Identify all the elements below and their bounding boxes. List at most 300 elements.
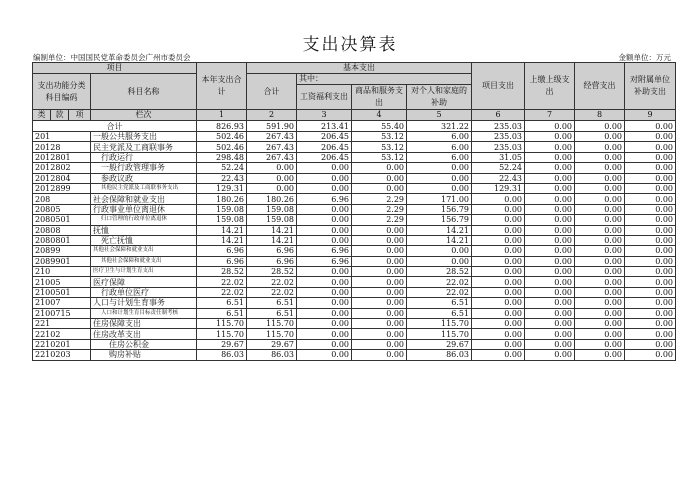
row-value: 6.96 — [247, 256, 297, 266]
row-value: 0.00 — [297, 183, 352, 193]
row-value: 28.52 — [247, 267, 297, 277]
row-value: 0.00 — [352, 246, 407, 256]
row-value: 0.00 — [352, 339, 407, 349]
row-value: 0.00 — [575, 235, 625, 245]
row-value: 6.96 — [297, 194, 352, 204]
row-value: 0.00 — [297, 173, 352, 183]
header-wage: 工资福利支出 — [297, 85, 352, 110]
row-value: 0.00 — [525, 204, 575, 214]
row-value: 115.70 — [407, 319, 472, 329]
row-value: 0.00 — [297, 215, 352, 225]
row-value: 0.00 — [525, 298, 575, 308]
row-value: 0.00 — [575, 246, 625, 256]
row-value: 267.43 — [247, 152, 297, 162]
row-value: 0.00 — [297, 329, 352, 339]
row-value: 6.00 — [407, 142, 472, 152]
total-cell: 213.41 — [297, 121, 352, 132]
total-cell: 0.00 — [525, 121, 575, 132]
row-value: 0.00 — [575, 142, 625, 152]
row-value: 0.00 — [625, 235, 676, 245]
table-row — [33, 287, 676, 297]
row-subject-name: 人口和计划生育目标责任制考核 — [91, 308, 197, 318]
row-code: 20899 — [33, 246, 91, 256]
row-code: 21005 — [33, 277, 91, 287]
row-value: 129.31 — [197, 183, 247, 193]
row-value: 28.52 — [197, 267, 247, 277]
row-value: 0.00 — [525, 329, 575, 339]
total-cell: 0.00 — [575, 121, 625, 132]
row-value: 0.00 — [472, 287, 525, 297]
row-value: 53.12 — [352, 132, 407, 142]
row-value: 0.00 — [472, 194, 525, 204]
row-value: 6.96 — [297, 246, 352, 256]
row-value: 115.70 — [407, 329, 472, 339]
header-basic: 基本支出 — [247, 63, 472, 74]
table-row — [33, 173, 676, 183]
header-project: 项目 — [33, 63, 197, 74]
row-value: 0.00 — [525, 173, 575, 183]
row-value: 0.00 — [472, 339, 525, 349]
row-value: 115.70 — [247, 329, 297, 339]
table-row — [33, 142, 676, 152]
row-value: 115.70 — [247, 319, 297, 329]
table-body — [33, 132, 676, 361]
row-value: 0.00 — [297, 163, 352, 173]
row-value: 0.00 — [575, 152, 625, 162]
row-value: 0.00 — [297, 339, 352, 349]
header-subsidy: 对附属单位补助支出 — [625, 63, 676, 110]
row-value: 0.00 — [575, 215, 625, 225]
row-value: 2.29 — [352, 215, 407, 225]
row-subject-name: 购房补贴 — [91, 350, 197, 360]
row-value: 0.00 — [525, 142, 575, 152]
row-value: 6.51 — [247, 298, 297, 308]
row-value: 22.02 — [197, 287, 247, 297]
row-subject-name: 一般公共服务支出 — [91, 132, 197, 142]
row-value: 0.00 — [472, 298, 525, 308]
row-code: 2012804 — [33, 173, 91, 183]
table-row — [33, 225, 676, 235]
row-value: 0.00 — [297, 298, 352, 308]
row-value: 22.43 — [472, 173, 525, 183]
row-value: 0.00 — [625, 298, 676, 308]
row-value: 0.00 — [297, 287, 352, 297]
header-operation: 经营支出 — [575, 63, 625, 110]
row-value: 0.00 — [525, 163, 575, 173]
row-value: 0.00 — [525, 183, 575, 193]
row-subject-name: 参政议政 — [91, 173, 197, 183]
row-code: 2210203 — [33, 350, 91, 360]
row-code: 208 — [33, 194, 91, 204]
row-value: 0.00 — [525, 152, 575, 162]
row-subject-name: 归口管理的行政单位离退休 — [91, 215, 197, 225]
row-value: 0.00 — [525, 256, 575, 266]
row-code: 2012802 — [33, 163, 91, 173]
col-number: 9 — [625, 110, 676, 121]
total-cell: 235.03 — [472, 121, 525, 132]
header-annual-total: 本年支出合计 — [197, 63, 247, 110]
total-cell: 321.22 — [407, 121, 472, 132]
row-value: 0.00 — [625, 173, 676, 183]
header-func-class: 支出功能分类 科目编码 — [33, 74, 91, 110]
row-value: 0.00 — [575, 267, 625, 277]
row-value: 0.00 — [625, 204, 676, 214]
table-row — [33, 235, 676, 245]
row-value: 0.00 — [625, 246, 676, 256]
row-value: 0.00 — [352, 308, 407, 318]
row-value: 0.00 — [625, 132, 676, 142]
row-value: 0.00 — [525, 339, 575, 349]
row-subject-name: 医疗保障 — [91, 277, 197, 287]
header-personal: 对个人和家庭的补助 — [407, 85, 472, 110]
row-value: 0.00 — [297, 319, 352, 329]
row-value: 129.31 — [472, 183, 525, 193]
row-value: 206.45 — [297, 142, 352, 152]
row-value: 52.24 — [197, 163, 247, 173]
row-value: 206.45 — [297, 132, 352, 142]
row-value: 0.00 — [247, 163, 297, 173]
table-row — [33, 183, 676, 193]
row-code: 2100715 — [33, 308, 91, 318]
row-value: 159.08 — [247, 215, 297, 225]
row-value: 0.00 — [407, 183, 472, 193]
row-value: 0.00 — [575, 339, 625, 349]
row-value: 22.02 — [247, 277, 297, 287]
row-value: 115.70 — [197, 319, 247, 329]
row-value: 0.00 — [352, 277, 407, 287]
row-value: 0.00 — [575, 183, 625, 193]
total-cell: 826.93 — [197, 121, 247, 132]
row-subject-name: 一般行政管理事务 — [91, 163, 197, 173]
table-row — [33, 215, 676, 225]
row-value: 0.00 — [575, 256, 625, 266]
row-value: 0.00 — [525, 132, 575, 142]
row-value: 14.21 — [407, 225, 472, 235]
total-cell: 55.40 — [352, 121, 407, 132]
row-value: 22.02 — [407, 287, 472, 297]
row-value: 180.26 — [247, 194, 297, 204]
row-value: 159.08 — [197, 215, 247, 225]
row-subject-name: 抚恤 — [91, 225, 197, 235]
table-row — [33, 308, 676, 318]
row-value: 0.00 — [575, 173, 625, 183]
row-value: 0.00 — [625, 339, 676, 349]
table-row — [33, 152, 676, 162]
row-value: 235.03 — [472, 142, 525, 152]
row-value: 0.00 — [625, 277, 676, 287]
row-value: 28.52 — [407, 267, 472, 277]
row-code: 2012801 — [33, 152, 91, 162]
header-subject-name: 科目名称 — [91, 74, 197, 110]
row-code: 2100501 — [33, 287, 91, 297]
row-code: 22102 — [33, 329, 91, 339]
row-value: 0.00 — [407, 246, 472, 256]
row-value: 0.00 — [625, 163, 676, 173]
row-value: 0.00 — [472, 225, 525, 235]
row-value: 2.29 — [352, 194, 407, 204]
row-value: 171.00 — [407, 194, 472, 204]
total-cell: 0.00 — [625, 121, 676, 132]
col-number: 5 — [407, 110, 472, 121]
row-value: 0.00 — [575, 277, 625, 287]
row-value: 0.00 — [472, 350, 525, 360]
row-value: 29.67 — [407, 339, 472, 349]
row-value: 115.70 — [197, 329, 247, 339]
row-value: 0.00 — [352, 267, 407, 277]
row-value: 0.00 — [247, 183, 297, 193]
row-value: 0.00 — [407, 163, 472, 173]
row-value: 0.00 — [247, 173, 297, 183]
row-value: 0.00 — [472, 256, 525, 266]
compiling-unit: 编制单位：中国国民党革命委员会广州市委员会 — [33, 53, 191, 62]
row-subject-name: 医疗卫生与计划生育支出 — [91, 267, 197, 277]
row-value: 0.00 — [297, 235, 352, 245]
row-subject-name: 死亡抚恤 — [91, 235, 197, 245]
row-value: 0.00 — [625, 142, 676, 152]
row-value: 0.00 — [625, 319, 676, 329]
row-subject-name: 行政事业单位离退休 — [91, 204, 197, 214]
row-subject-name: 其他社会保障和就业支出 — [91, 256, 197, 266]
row-value: 0.00 — [297, 204, 352, 214]
row-value: 0.00 — [297, 308, 352, 318]
row-value: 0.00 — [472, 319, 525, 329]
row-value: 0.00 — [625, 152, 676, 162]
row-value: 53.12 — [352, 142, 407, 152]
row-value: 22.02 — [407, 277, 472, 287]
row-subject-name: 住房改革支出 — [91, 329, 197, 339]
row-value: 0.00 — [472, 246, 525, 256]
row-code: 20808 — [33, 225, 91, 235]
row-value: 0.00 — [575, 225, 625, 235]
row-value: 159.08 — [197, 204, 247, 214]
row-value: 0.00 — [297, 350, 352, 360]
page-title: 支出决算表 — [302, 35, 398, 55]
row-value: 0.00 — [625, 225, 676, 235]
row-value: 0.00 — [625, 215, 676, 225]
row-value: 0.00 — [352, 287, 407, 297]
row-value: 0.00 — [575, 329, 625, 339]
row-code: 2089901 — [33, 256, 91, 266]
row-value: 0.00 — [625, 308, 676, 318]
row-value: 0.00 — [575, 350, 625, 360]
row-value: 0.00 — [625, 194, 676, 204]
row-value: 156.79 — [407, 215, 472, 225]
header-kuan: 款 — [51, 110, 69, 121]
row-value: 0.00 — [575, 204, 625, 214]
row-subject-name: 住房保障支出 — [91, 319, 197, 329]
row-value: 180.26 — [197, 194, 247, 204]
row-code: 210 — [33, 267, 91, 277]
row-value: 0.00 — [625, 287, 676, 297]
row-value: 14.21 — [247, 235, 297, 245]
row-subject-name: 行政运行 — [91, 152, 197, 162]
row-subject-name: 社会保障和就业支出 — [91, 194, 197, 204]
row-value: 0.00 — [472, 329, 525, 339]
row-value: 53.12 — [352, 152, 407, 162]
row-value: 31.05 — [472, 152, 525, 162]
row-value: 0.00 — [407, 173, 472, 183]
header-project-exp: 项目支出 — [472, 63, 525, 110]
table-row — [33, 329, 676, 339]
row-value: 0.00 — [525, 194, 575, 204]
row-value: 0.00 — [525, 246, 575, 256]
row-value: 0.00 — [352, 350, 407, 360]
row-code: 2012899 — [33, 183, 91, 193]
header-goods: 商品和服务支出 — [352, 85, 407, 110]
row-value: 6.00 — [407, 152, 472, 162]
table-row — [33, 204, 676, 214]
row-value: 6.96 — [197, 246, 247, 256]
total-cell: 591.90 — [247, 121, 297, 132]
row-code: 2080501 — [33, 215, 91, 225]
row-value: 0.00 — [575, 194, 625, 204]
col-number: 7 — [525, 110, 575, 121]
row-value: 6.51 — [197, 308, 247, 318]
row-subject-name: 住房公积金 — [91, 339, 197, 349]
row-value: 14.21 — [407, 235, 472, 245]
row-value: 6.96 — [297, 256, 352, 266]
row-value: 6.00 — [407, 132, 472, 142]
row-value: 29.67 — [197, 339, 247, 349]
row-value: 0.00 — [352, 298, 407, 308]
row-value: 0.00 — [575, 319, 625, 329]
table-row — [33, 256, 676, 266]
row-value: 0.00 — [352, 163, 407, 173]
row-value: 0.00 — [352, 173, 407, 183]
row-value: 6.96 — [197, 256, 247, 266]
col-number: 6 — [472, 110, 525, 121]
row-value: 0.00 — [525, 225, 575, 235]
header-upper: 上缴上级支出 — [525, 63, 575, 110]
row-value: 0.00 — [625, 267, 676, 277]
row-value: 0.00 — [472, 267, 525, 277]
row-value: 0.00 — [297, 277, 352, 287]
total-row-label: 合计 — [33, 121, 197, 132]
table-row — [33, 246, 676, 256]
table-row — [33, 319, 676, 329]
row-value: 0.00 — [525, 287, 575, 297]
amount-unit: 金额单位：万元 — [618, 53, 671, 62]
row-value: 0.00 — [297, 267, 352, 277]
row-value: 0.00 — [525, 277, 575, 287]
row-code: 2210201 — [33, 339, 91, 349]
row-value: 159.08 — [247, 204, 297, 214]
row-code: 20805 — [33, 204, 91, 214]
row-value: 29.67 — [247, 339, 297, 349]
row-subject-name: 民主党派及工商联事务 — [91, 142, 197, 152]
row-value: 235.03 — [472, 132, 525, 142]
row-value: 0.00 — [352, 225, 407, 235]
row-value: 14.21 — [197, 235, 247, 245]
col-number: 3 — [297, 110, 352, 121]
row-value: 22.43 — [197, 173, 247, 183]
row-value: 86.03 — [247, 350, 297, 360]
row-value: 0.00 — [352, 183, 407, 193]
row-value: 206.45 — [297, 152, 352, 162]
row-value: 0.00 — [352, 329, 407, 339]
table-row — [33, 298, 676, 308]
row-value: 0.00 — [472, 204, 525, 214]
header-xiang: 项 — [69, 110, 91, 121]
header-basic-total: 合计 — [247, 74, 297, 110]
row-value: 14.21 — [197, 225, 247, 235]
row-value: 156.79 — [407, 204, 472, 214]
table-row — [33, 277, 676, 287]
row-value: 0.00 — [525, 308, 575, 318]
row-value: 267.43 — [247, 132, 297, 142]
header-of-which: 其中： — [297, 74, 472, 85]
row-value: 6.51 — [247, 308, 297, 318]
col-number: 4 — [352, 110, 407, 121]
row-subject-name: 其他民主党派及工商联事务支出 — [91, 183, 197, 193]
row-value: 6.51 — [197, 298, 247, 308]
row-value: 0.00 — [472, 277, 525, 287]
header-cat: 类 — [33, 110, 51, 121]
row-value: 298.48 — [197, 152, 247, 162]
row-value: 0.00 — [352, 319, 407, 329]
row-value: 0.00 — [625, 329, 676, 339]
header-column-label: 栏次 — [91, 110, 197, 121]
row-value: 0.00 — [407, 256, 472, 266]
expenditure-table — [32, 62, 676, 361]
row-value: 52.24 — [472, 163, 525, 173]
table-row — [33, 194, 676, 204]
row-code: 21007 — [33, 298, 91, 308]
row-value: 2.29 — [352, 204, 407, 214]
row-code: 20128 — [33, 142, 91, 152]
row-value: 0.00 — [352, 235, 407, 245]
row-value: 267.43 — [247, 142, 297, 152]
table-row — [33, 132, 676, 142]
row-value: 0.00 — [625, 256, 676, 266]
row-value: 0.00 — [625, 183, 676, 193]
row-value: 0.00 — [525, 319, 575, 329]
row-subject-name: 其他社会保障和就业支出 — [91, 246, 197, 256]
row-subject-name: 行政单位医疗 — [91, 287, 197, 297]
row-value: 0.00 — [297, 225, 352, 235]
row-value: 14.21 — [247, 225, 297, 235]
row-value: 0.00 — [575, 163, 625, 173]
row-value: 6.51 — [407, 308, 472, 318]
row-value: 0.00 — [575, 132, 625, 142]
table-row — [33, 350, 676, 360]
col-number: 8 — [575, 110, 625, 121]
table-row — [33, 267, 676, 277]
row-value: 0.00 — [472, 308, 525, 318]
row-value: 22.02 — [247, 287, 297, 297]
row-value: 0.00 — [352, 256, 407, 266]
row-value: 502.46 — [197, 142, 247, 152]
row-subject-name: 人口与计划生育事务 — [91, 298, 197, 308]
col-number: 2 — [247, 110, 297, 121]
row-value: 0.00 — [575, 298, 625, 308]
row-code: 201 — [33, 132, 91, 142]
row-value: 22.02 — [197, 277, 247, 287]
row-value: 502.46 — [197, 132, 247, 142]
row-value: 0.00 — [472, 235, 525, 245]
row-value: 0.00 — [625, 350, 676, 360]
row-value: 0.00 — [525, 215, 575, 225]
row-value: 0.00 — [575, 287, 625, 297]
row-value: 0.00 — [525, 350, 575, 360]
row-value: 6.96 — [247, 246, 297, 256]
row-value: 0.00 — [575, 308, 625, 318]
row-value: 0.00 — [525, 235, 575, 245]
row-code: 2080801 — [33, 235, 91, 245]
row-code: 221 — [33, 319, 91, 329]
col-number: 1 — [197, 110, 247, 121]
row-value: 6.51 — [407, 298, 472, 308]
